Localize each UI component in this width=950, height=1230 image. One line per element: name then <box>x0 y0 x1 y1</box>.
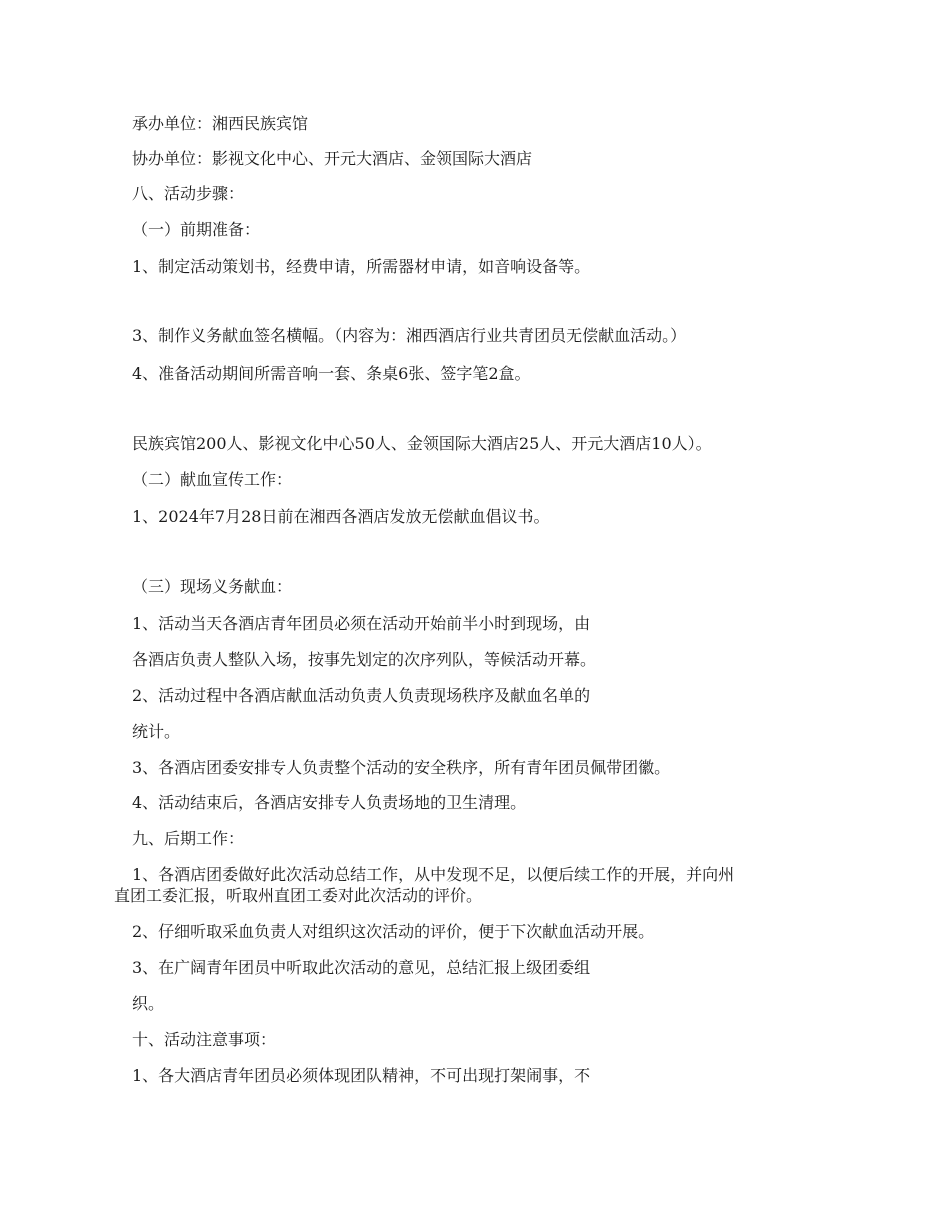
text-line-notes-1: 1、各大酒店青年团员必须体现团队精神，不可出现打架闹事，不 <box>132 1066 591 1085</box>
section-heading-followup: 九、后期工作： <box>132 829 245 848</box>
text-line-onsite-2a: 2、活动过程中各酒店献血活动负责人负责现场秩序及献血名单的 <box>132 686 591 705</box>
subsection-heading-preparation: （一）前期准备： <box>132 220 261 239</box>
text-line-organizer: 承办单位：湘西民族宾馆 <box>132 114 309 133</box>
subsection-heading-onsite: （三）现场义务献血： <box>132 577 293 596</box>
text-line-onsite-1b: 各酒店负责人整队入场，按事先划定的次序列队，等候活动开幕。 <box>132 650 597 669</box>
text-line-onsite-4: 4、活动结束后，各酒店安排专人负责场地的卫生清理。 <box>132 793 527 812</box>
text-line-onsite-2b: 统计。 <box>132 722 181 741</box>
text-line-prep-4: 4、准备活动期间所需音响一套、条桌6张、签字笔2盒。 <box>132 364 531 383</box>
text-line-onsite-1a: 1、活动当天各酒店青年团员必须在活动开始前半小时到现场，由 <box>132 614 591 633</box>
text-line-followup-1b: 直团工委汇报，听取州直团工委对此次活动的评价。 <box>114 886 483 905</box>
text-line-onsite-3: 3、各酒店团委安排专人负责整个活动的安全秩序，所有青年团员佩带团徽。 <box>132 758 671 777</box>
subsection-heading-publicity: （二）献血宣传工作： <box>132 470 293 489</box>
text-line-participants: 民族宾馆200人、影视文化中心50人、金领国际大酒店25人、开元大酒店10人）。 <box>132 434 712 453</box>
text-line-followup-3b: 织。 <box>132 994 165 1013</box>
section-heading-steps: 八、活动步骤： <box>132 184 245 203</box>
text-line-publicity-1: 1、2024年7月28日前在湘西各酒店发放无偿献血倡议书。 <box>132 507 550 526</box>
text-line-co-organizer: 协办单位：影视文化中心、开元大酒店、金领国际大酒店 <box>132 149 533 168</box>
text-line-followup-3a: 3、在广阔青年团员中听取此次活动的意见，总结汇报上级团委组 <box>132 958 591 977</box>
text-line-prep-1: 1、制定活动策划书，经费申请，所需器材申请，如音响设备等。 <box>132 257 591 276</box>
text-line-followup-1a: 1、各酒店团委做好此次活动总结工作，从中发现不足，以便后续工作的开展，并向州 <box>132 865 735 884</box>
text-line-followup-2: 2、仔细听取采血负责人对组织这次活动的评价，便于下次献血活动开展。 <box>132 922 655 941</box>
text-line-prep-3: 3、制作义务献血签名横幅。（内容为：湘西酒店行业共青团员无偿献血活动。） <box>132 326 687 345</box>
section-heading-notes: 十、活动注意事项： <box>132 1030 277 1049</box>
